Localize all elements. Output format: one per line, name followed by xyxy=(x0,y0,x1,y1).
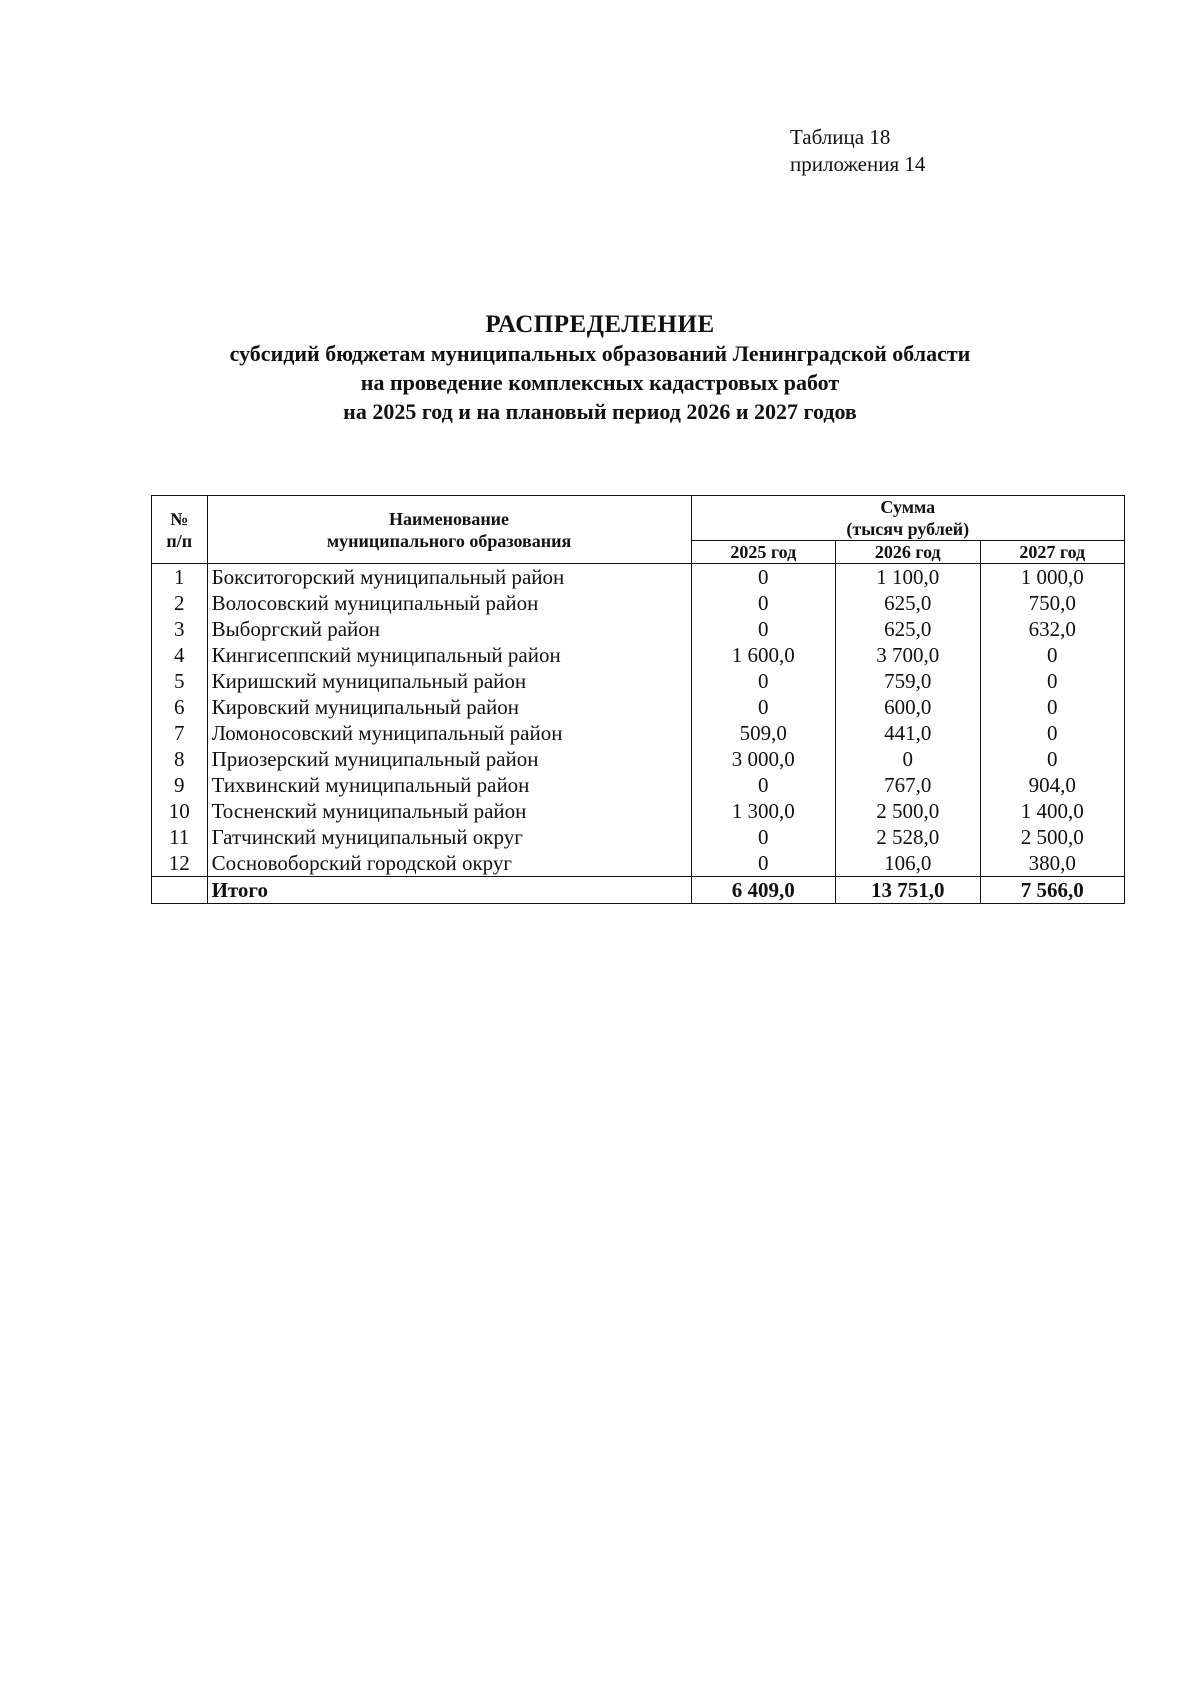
total-value-2026: 13 751,0 xyxy=(836,877,980,904)
row-value-2027: 750,0 xyxy=(980,590,1125,616)
total-value-2025: 6 409,0 xyxy=(691,877,835,904)
header-name-line1: Наименование xyxy=(389,508,510,529)
row-value-2025: 0 xyxy=(691,590,835,616)
header-sum-line2: (тысяч рублей) xyxy=(846,519,970,539)
row-value-2027: 1 400,0 xyxy=(980,798,1125,824)
table-number: Таблица 18 xyxy=(790,125,891,149)
row-value-2027: 0 xyxy=(980,668,1125,694)
row-name: Тихвинский муниципальный район xyxy=(207,772,691,798)
row-name: Ломоносовский муниципальный район xyxy=(207,720,691,746)
row-value-2025: 3 000,0 xyxy=(691,746,835,772)
row-name: Волосовский муниципальный район xyxy=(207,590,691,616)
row-value-2025: 0 xyxy=(691,668,835,694)
row-name: Кингисеппский муниципальный район xyxy=(207,642,691,668)
row-number: 7 xyxy=(152,720,208,746)
row-number: 6 xyxy=(152,694,208,720)
row-value-2026: 3 700,0 xyxy=(836,642,980,668)
row-value-2026: 2 500,0 xyxy=(836,798,980,824)
header-year-2025: 2025 год xyxy=(691,541,835,564)
row-value-2027: 1 000,0 xyxy=(980,564,1125,591)
row-value-2026: 2 528,0 xyxy=(836,824,980,850)
row-value-2026: 625,0 xyxy=(836,616,980,642)
row-name: Выборгский район xyxy=(207,616,691,642)
title-line-3: на проведение комплексных кадастровых работ xyxy=(360,370,840,395)
row-number: 4 xyxy=(152,642,208,668)
header-sum-line1: Сумма xyxy=(880,497,936,517)
row-name: Бокситогорский муниципальный район xyxy=(207,564,691,591)
row-value-2025: 0 xyxy=(691,824,835,850)
header-year-2027: 2027 год xyxy=(980,541,1125,564)
table-row xyxy=(152,798,1125,824)
header-year-2026: 2026 год xyxy=(836,541,980,564)
row-value-2025: 509,0 xyxy=(691,720,835,746)
table-row xyxy=(152,772,1125,798)
row-value-2026: 759,0 xyxy=(836,668,980,694)
row-name: Киришский муниципальный район xyxy=(207,668,691,694)
row-number: 10 xyxy=(152,798,208,824)
row-value-2026: 441,0 xyxy=(836,720,980,746)
row-number: 5 xyxy=(152,668,208,694)
table-row xyxy=(152,564,1125,591)
total-number-cell xyxy=(152,877,208,904)
row-value-2026: 1 100,0 xyxy=(836,564,980,591)
row-value-2027: 0 xyxy=(980,720,1125,746)
table-row xyxy=(152,746,1125,772)
document-title xyxy=(0,310,1200,426)
total-row xyxy=(152,877,1125,904)
row-number: 9 xyxy=(152,772,208,798)
row-number: 12 xyxy=(152,850,208,877)
row-value-2026: 106,0 xyxy=(836,850,980,877)
header-number-line2: п/п xyxy=(166,530,193,551)
row-number: 3 xyxy=(152,616,208,642)
table-row xyxy=(152,616,1125,642)
row-value-2026: 625,0 xyxy=(836,590,980,616)
table-row xyxy=(152,694,1125,720)
row-value-2027: 904,0 xyxy=(980,772,1125,798)
row-name: Гатчинский муниципальный округ xyxy=(207,824,691,850)
table-row xyxy=(152,720,1125,746)
row-value-2025: 1 600,0 xyxy=(691,642,835,668)
header-name xyxy=(207,496,691,564)
header-number-line1: № xyxy=(170,508,189,529)
row-value-2025: 0 xyxy=(691,564,835,591)
table-row xyxy=(152,590,1125,616)
row-name: Кировский муниципальный район xyxy=(207,694,691,720)
row-number: 8 xyxy=(152,746,208,772)
row-value-2025: 0 xyxy=(691,616,835,642)
row-value-2025: 1 300,0 xyxy=(691,798,835,824)
appendix-number: приложения 14 xyxy=(790,152,926,176)
row-name: Сосновоборский городской округ xyxy=(207,850,691,877)
total-value-2027: 7 566,0 xyxy=(980,877,1125,904)
row-value-2027: 2 500,0 xyxy=(980,824,1125,850)
title-line-4: на 2025 год и на плановый период 2026 и 2027 годов xyxy=(343,399,857,424)
row-value-2027: 0 xyxy=(980,642,1125,668)
table-row xyxy=(152,824,1125,850)
total-label: Итого xyxy=(207,877,691,904)
row-value-2025: 0 xyxy=(691,772,835,798)
row-value-2026: 600,0 xyxy=(836,694,980,720)
row-value-2025: 0 xyxy=(691,850,835,877)
row-value-2027: 0 xyxy=(980,746,1125,772)
header-name-line2: муниципального образования xyxy=(326,530,572,551)
row-name: Тосненский муниципальный район xyxy=(207,798,691,824)
row-number: 2 xyxy=(152,590,208,616)
distribution-table xyxy=(151,495,1125,904)
header-sum xyxy=(691,496,1124,541)
row-value-2027: 0 xyxy=(980,694,1125,720)
row-value-2025: 0 xyxy=(691,694,835,720)
header-number xyxy=(152,496,208,564)
title-main: РАСПРЕДЕЛЕНИЕ xyxy=(485,311,715,338)
table-reference xyxy=(790,124,925,178)
row-value-2027: 380,0 xyxy=(980,850,1125,877)
row-number: 1 xyxy=(152,564,208,591)
row-value-2027: 632,0 xyxy=(980,616,1125,642)
table-row xyxy=(152,850,1125,877)
table-row xyxy=(152,668,1125,694)
row-value-2026: 767,0 xyxy=(836,772,980,798)
row-name: Приозерский муниципальный район xyxy=(207,746,691,772)
table-row xyxy=(152,642,1125,668)
row-number: 11 xyxy=(152,824,208,850)
title-line-2: субсидий бюджетам муниципальных образований Ленинградской области xyxy=(229,341,971,366)
row-value-2026: 0 xyxy=(836,746,980,772)
